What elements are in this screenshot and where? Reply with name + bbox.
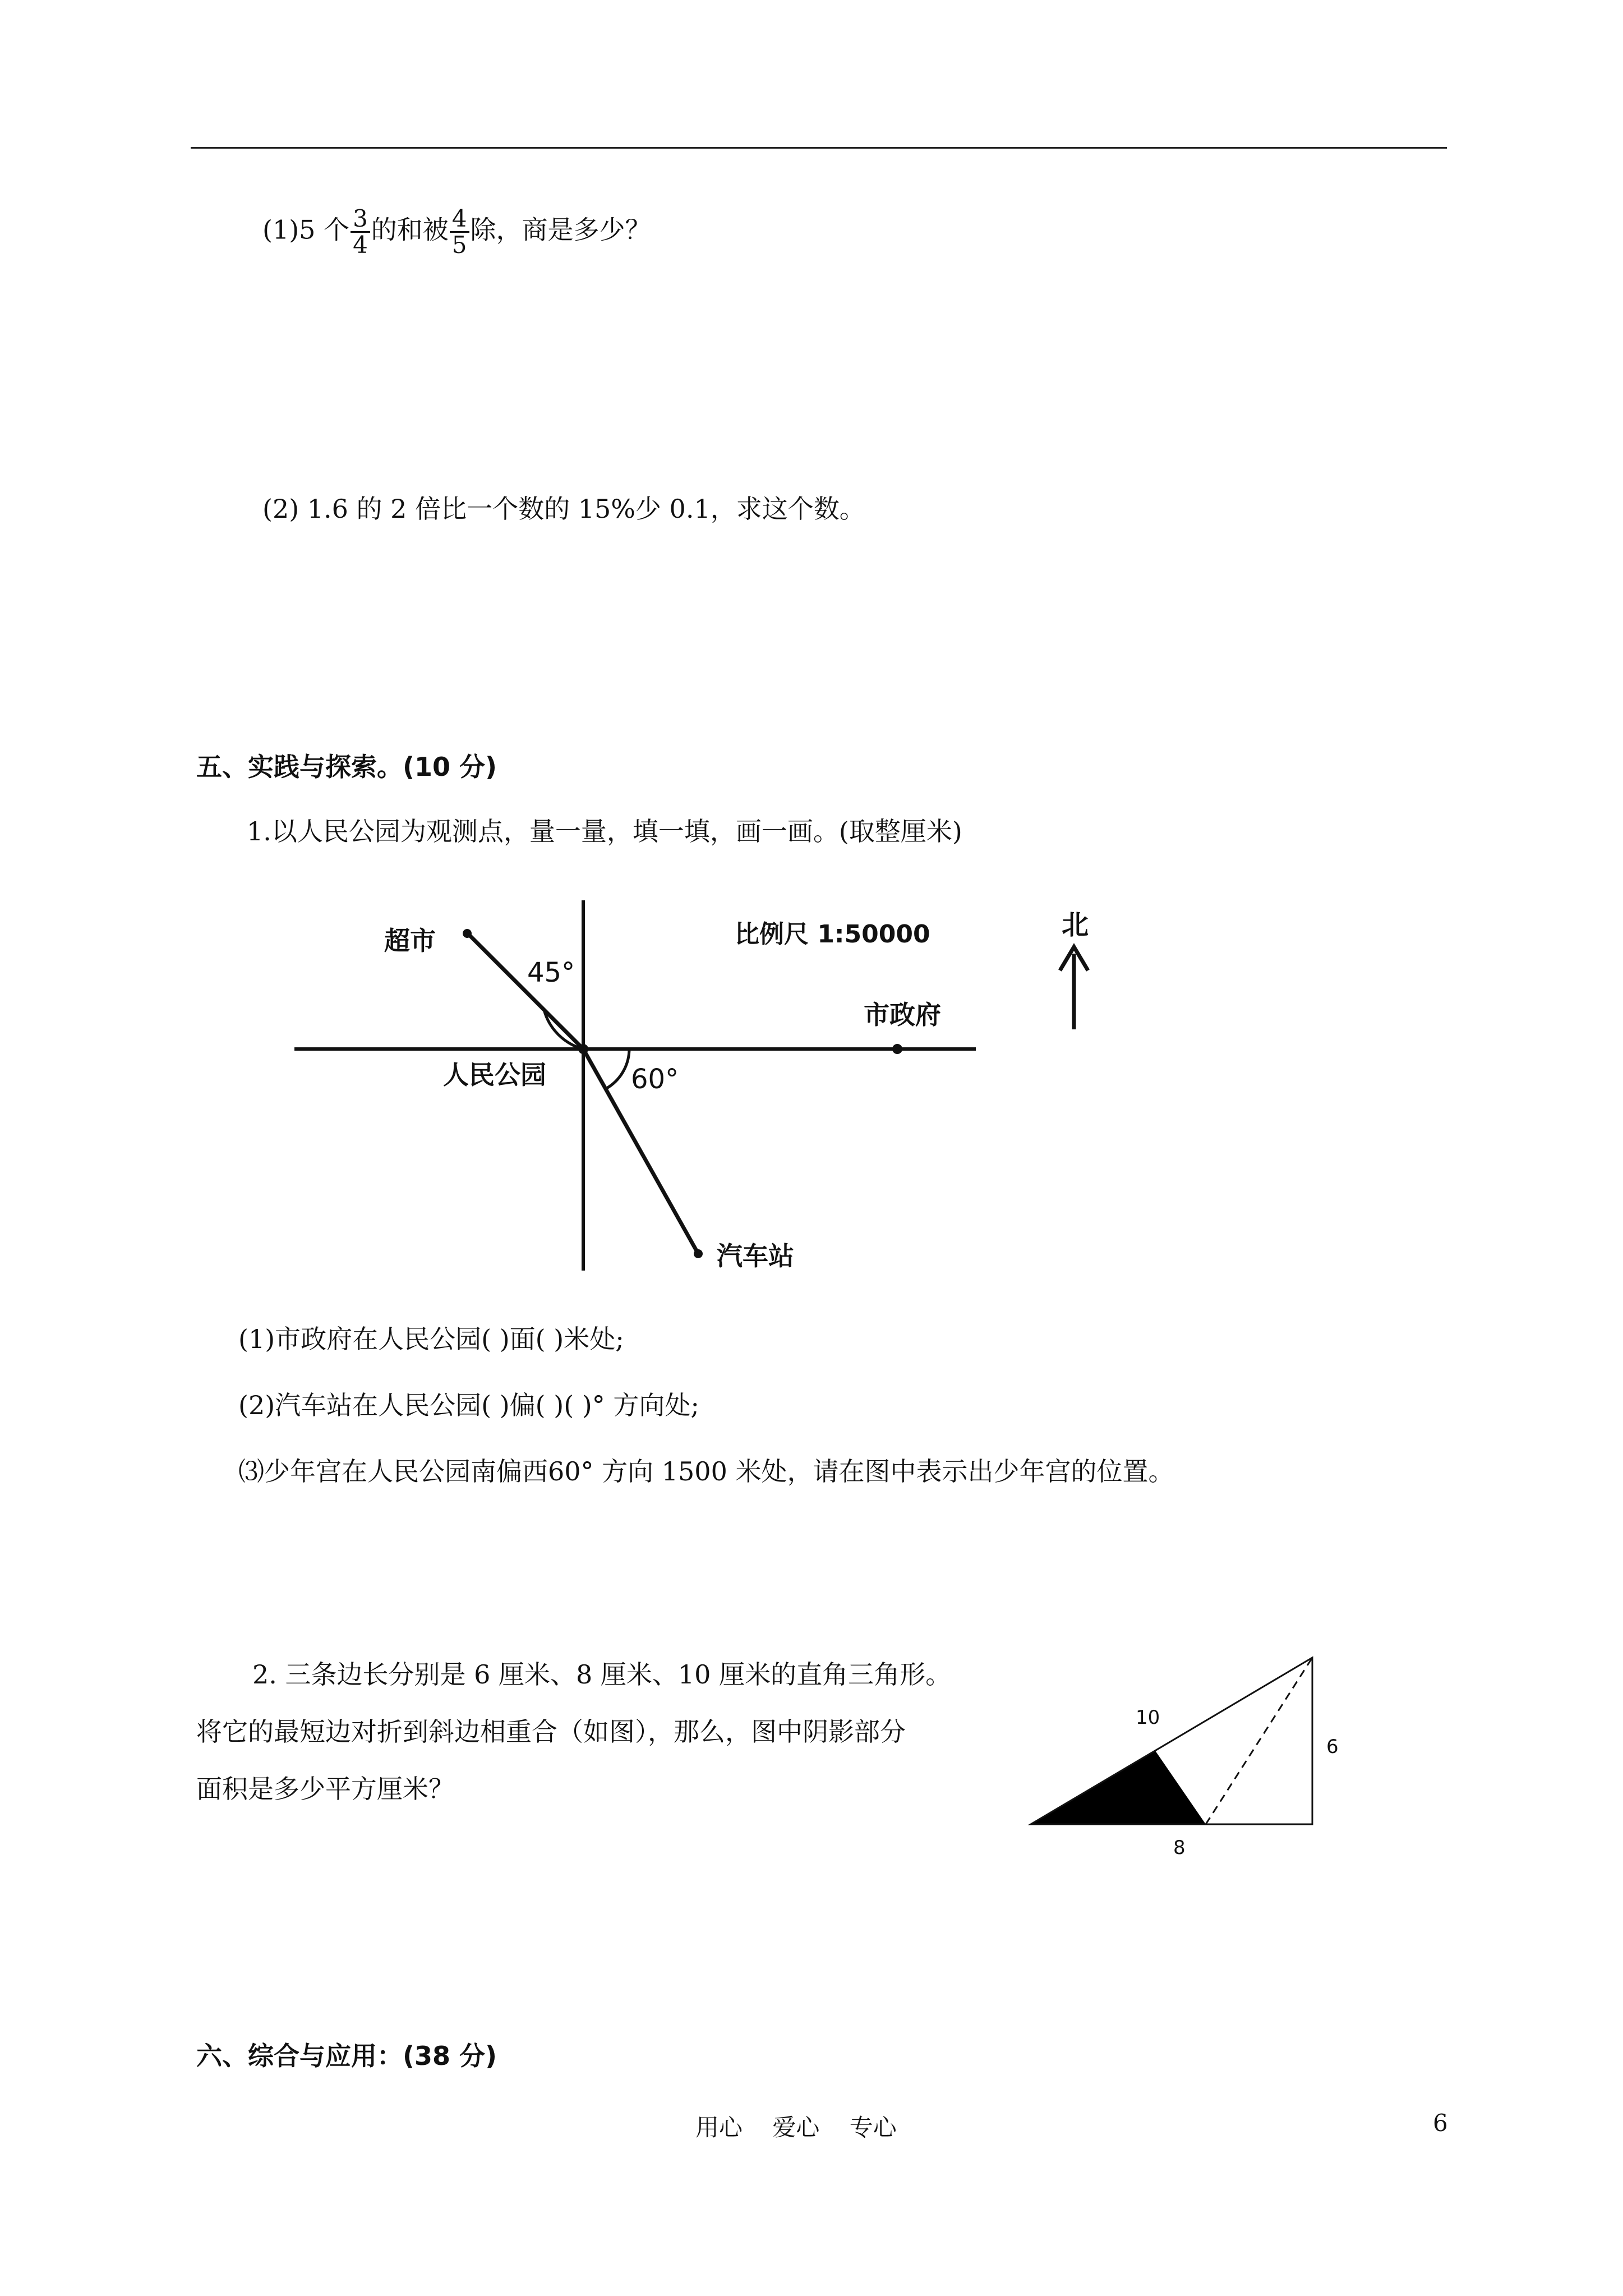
q2-line-1: 2. 三条边长分别是 6 厘米、8 厘米、10 厘米的直角三角形。 <box>252 1659 952 1690</box>
section-5-heading: 五、实践与探索。(10 分) <box>196 752 497 782</box>
hypotenuse-label: 10 <box>1136 1706 1160 1729</box>
north-label: 北 <box>1062 909 1089 941</box>
scale-label: 比例尺 1:50000 <box>735 920 930 949</box>
blank-question-3: ⑶少年宫在人民公园南偏西60° 方向 1500 米处，请在图中表示出少年宫的位置。 <box>238 1456 1174 1487</box>
fraction-numerator: 4 <box>450 206 469 233</box>
supermarket-point <box>463 929 472 938</box>
fraction-four-fifths <box>450 206 469 257</box>
section-5-q1-intro: 1.以人民公园为观测点，量一量，填一填，画一画。(取整厘米) <box>247 816 962 846</box>
bus-station-label: 汽车站 <box>717 1241 794 1271</box>
q2-line-2: 将它的最短边对折到斜边相重合（如图），那么，图中阴影部分 <box>196 1717 906 1747</box>
q1-suffix: 除，商是多少？ <box>470 214 651 245</box>
angle-45-label: 45° <box>527 957 575 988</box>
city-hall-point <box>892 1044 902 1054</box>
q2-line-3: 面积是多少平方厘米？ <box>196 1774 454 1804</box>
fraction-three-quarters <box>351 206 370 257</box>
angle-60-label: 60° <box>631 1064 679 1095</box>
footer-motto: 用心 爱心 专心 <box>695 2114 897 2141</box>
fold-crease <box>1206 1658 1312 1824</box>
fraction-denominator: 5 <box>451 231 467 259</box>
blank-question-1: (1)市政府在人民公园( )面( )米处; <box>238 1324 624 1354</box>
fraction-denominator: 4 <box>353 231 368 259</box>
park-label: 人民公园 <box>443 1060 546 1090</box>
question-2: (2) 1.6 的 2 倍比一个数的 15%少 0.1，求这个数。 <box>262 494 865 524</box>
header-rule <box>191 147 1447 149</box>
shaded-region <box>1031 1751 1206 1824</box>
city-hall-label: 市政府 <box>864 1000 941 1030</box>
question-1 <box>262 206 651 257</box>
direction-diagram <box>280 886 1178 1290</box>
vertical-leg-label: 6 <box>1326 1736 1339 1758</box>
angle-60-arc <box>606 1049 629 1089</box>
folded-triangle-diagram <box>1021 1646 1368 1871</box>
supermarket-label: 超市 <box>384 926 436 956</box>
q1-middle: 的和被 <box>371 214 449 245</box>
horizontal-leg-label: 8 <box>1173 1837 1186 1859</box>
bus-station-point <box>694 1249 703 1258</box>
fraction-numerator: 3 <box>351 206 370 233</box>
blank-question-2: (2)汽车站在人民公园( )偏( )( )° 方向处; <box>238 1390 699 1420</box>
page-number: 6 <box>1433 2109 1448 2137</box>
section-6-heading: 六、综合与应用：(38 分) <box>196 2041 497 2071</box>
supermarket-line <box>468 934 583 1049</box>
q1-prefix: (1)5 个 <box>262 214 350 245</box>
